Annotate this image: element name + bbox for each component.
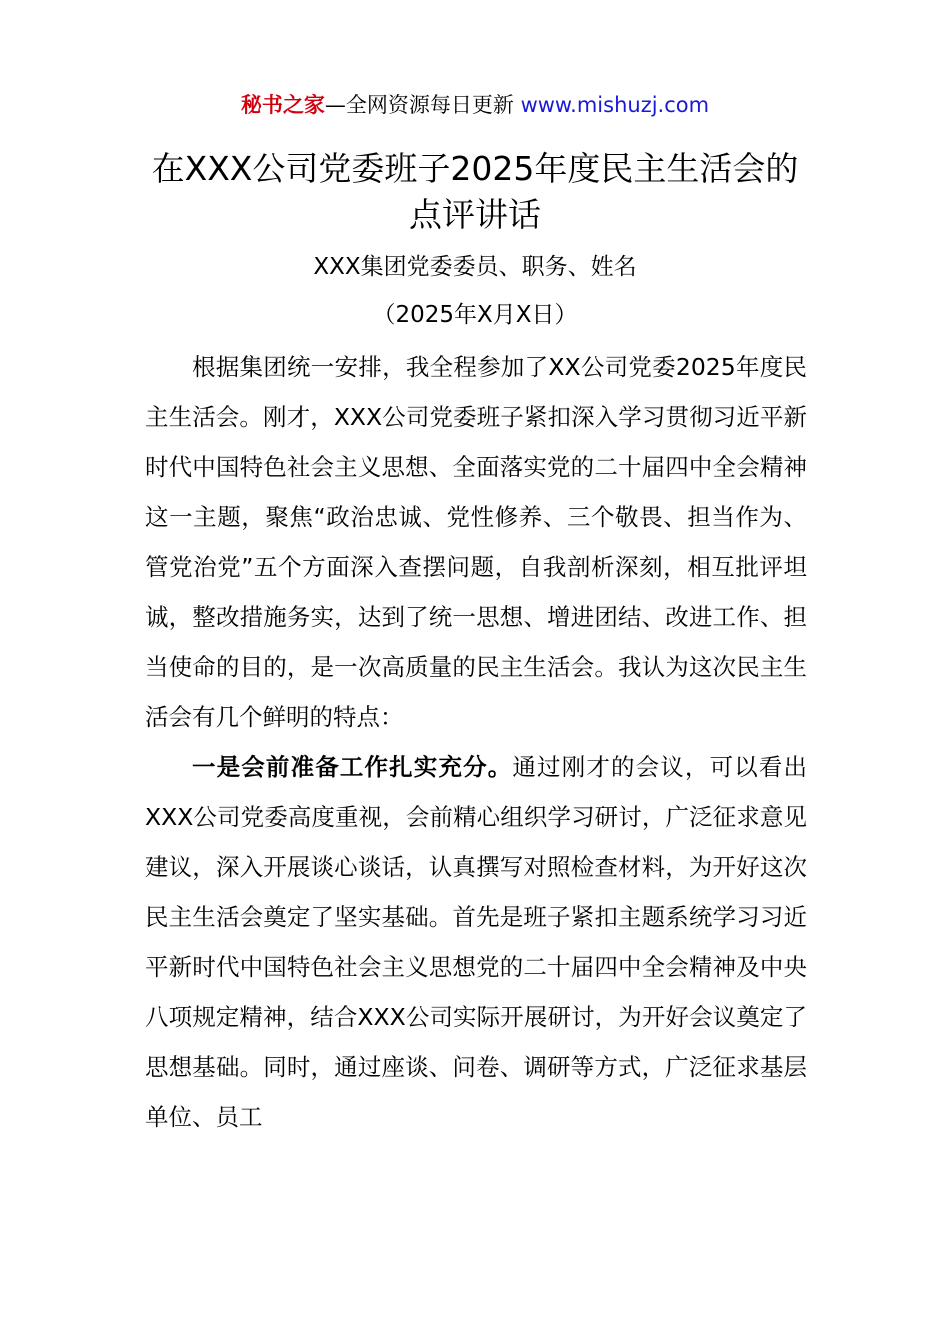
paragraph-point-one-lead: 一是会前准备工作扎实充分。 — [192, 753, 513, 781]
site-url-link[interactable]: www.mishuzj.com — [520, 93, 710, 117]
document-author: XXX集团党委委员、职务、姓名 — [313, 254, 637, 280]
document-body — [145, 342, 807, 1142]
site-header — [0, 88, 950, 122]
document-title: 在XXX公司党委班子2025年度民主生活会的点评讲话 — [151, 149, 799, 234]
site-brand: 秘书之家 — [240, 93, 325, 117]
paragraph-point-one-text: 通过刚才的会议，可以看出XXX公司党委高度重视，会前精心组织学习研讨，广泛征求意见建议，深入开展谈心谈话，认真撰写对照检查材料，为开好这次民主生活会奠定了坚实基础。首先是班子紧扣主题系统学习习近平新时代中国特色社会主义思想党的二十届四中全会精神及中央八项规定精神，结合XXX公司实际开展研讨，为开好会议奠定了思想基础。同时，通过座谈、问卷、调研等方式，广泛征求基层单位、员工 — [145, 753, 808, 1131]
paragraph-point-one — [145, 742, 807, 1142]
site-tagline: —全网资源每日更新 — [324, 93, 521, 117]
document-date: （2025年X月X日） — [372, 302, 578, 328]
paragraph-intro: 根据集团统一安排，我全程参加了XX公司党委2025年度民主生活会。刚才，XXX公司党委班子紧扣深入学习贯彻习近平新时代中国特色社会主义思想、全面落实党的二十届四中全会精神这一主题，聚焦“政治忠诚、党性修养、三个敬畏、担当作为、管党治党”五个方面深入查摆问题，自我剖析深刻，相互批评坦诚，整改措施务实，达到了统一思想、增进团结、改进工作、担当使命的目的，是一次高质量的民主生活会。我认为这次民主生活会有几个鲜明的特点： — [145, 353, 807, 731]
